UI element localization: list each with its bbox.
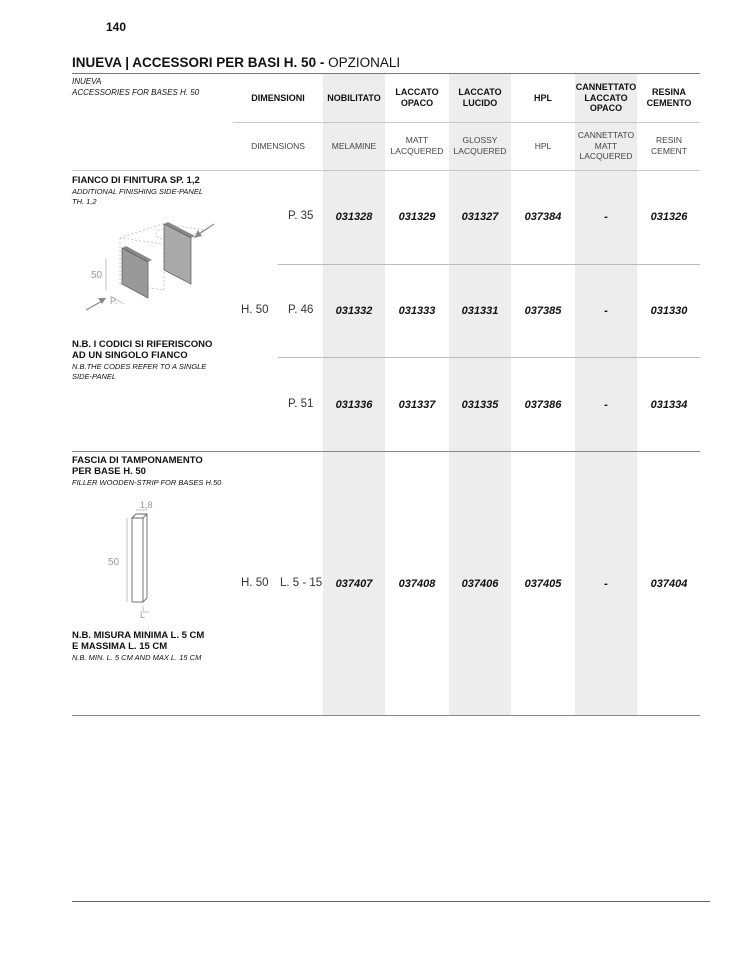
code-cell: 031327 bbox=[461, 211, 499, 223]
section1-heading: FIANCO DI FINITURA SP. 1,2 ADDITIONAL FINISHING SIDE-PANEL TH. 1,2 bbox=[72, 175, 203, 207]
code-cell: 031336 bbox=[335, 399, 373, 411]
code-cell: 037408 bbox=[398, 578, 436, 590]
rule-top bbox=[72, 73, 700, 74]
drawing-depth-label: P. bbox=[110, 296, 118, 306]
code-cell: 031331 bbox=[461, 305, 499, 317]
header-laccato-opaco: LACCATO OPACO bbox=[395, 87, 439, 108]
header-hpl: HPL bbox=[534, 92, 552, 103]
code-cell: 037404 bbox=[650, 578, 688, 590]
rule-row1 bbox=[278, 264, 700, 265]
intro-text: INUEVA ACCESSORIES FOR BASES H. 50 bbox=[72, 77, 200, 97]
section1-height: H. 50 bbox=[241, 304, 269, 316]
section2-height: H. 50 bbox=[241, 577, 269, 589]
code-cell: 031329 bbox=[398, 211, 436, 223]
header-resina: RESINA CEMENTO bbox=[646, 87, 692, 108]
subheader-matt: MATT LACQUERED bbox=[390, 135, 444, 156]
header-cannettato: CANNETTATO LACCATO OPACO bbox=[575, 81, 637, 114]
row1-depth: P. 35 bbox=[288, 210, 314, 222]
rule-table-bottom bbox=[72, 715, 700, 716]
code-cell: 031328 bbox=[335, 211, 373, 223]
code-cell: 037406 bbox=[461, 578, 499, 590]
subheader-hpl: HPL bbox=[534, 140, 552, 151]
drawing-thickness-label: 1,8 bbox=[140, 500, 153, 510]
code-cell: - bbox=[604, 305, 608, 317]
side-panel-drawing bbox=[80, 212, 230, 314]
code-cell: 031334 bbox=[650, 399, 688, 411]
section2-note: N.B. MISURA MINIMA L. 5 CM E MASSIMA L. 15 CM N.B. MIN. L. 5 CM AND MAX L. 15 CM bbox=[72, 630, 205, 662]
drawing-strip-height-label: 50 bbox=[108, 557, 120, 568]
filler-strip-drawing bbox=[100, 496, 170, 620]
code-cell: 037407 bbox=[335, 578, 373, 590]
section2-heading: FASCIA DI TAMPONAMENTO PER BASE H. 50 FILLER WOODEN-STRIP FOR BASES H.50 bbox=[72, 455, 222, 487]
subheader-dimensions: DIMENSIONS bbox=[251, 140, 305, 151]
code-cell: - bbox=[604, 399, 608, 411]
header-dimensioni: DIMENSIONI bbox=[251, 92, 305, 103]
rule-row2 bbox=[278, 357, 700, 358]
row2-depth: P. 46 bbox=[288, 304, 314, 316]
code-cell: - bbox=[604, 211, 608, 223]
row3-depth: P. 51 bbox=[288, 398, 314, 410]
page-number: 140 bbox=[106, 20, 127, 34]
page-title: INUEVA | ACCESSORI PER BASI H. 50 - OPZIONALI bbox=[72, 55, 401, 70]
code-cell: 031332 bbox=[335, 305, 373, 317]
code-cell: - bbox=[604, 578, 608, 590]
code-cell: 037384 bbox=[524, 211, 562, 223]
section2-width: L. 5 - 15 bbox=[280, 577, 323, 589]
code-cell: 031330 bbox=[650, 305, 688, 317]
rule-header-bottom bbox=[72, 170, 700, 171]
rule-section bbox=[72, 451, 700, 452]
drawing-width-label: L bbox=[140, 610, 146, 620]
code-cell: 031333 bbox=[398, 305, 436, 317]
drawing-height-label: 50 bbox=[91, 270, 103, 281]
subheader-melamine: MELAMINE bbox=[331, 140, 377, 151]
header-laccato-lucido: LACCATO LUCIDO bbox=[458, 87, 502, 108]
code-cell: 037385 bbox=[524, 305, 562, 317]
subheader-resin: RESIN CEMENT bbox=[651, 135, 687, 156]
rule-header-mid bbox=[233, 122, 700, 123]
section1-note: N.B. I CODICI SI RIFERISCONO AD UN SINGOLO FIANCO N.B.THE CODES REFER TO A SINGLE SIDE-PANEL bbox=[72, 339, 213, 381]
subheader-glossy: GLOSSY LACQUERED bbox=[453, 135, 507, 156]
header-nobilitato: NOBILITATO bbox=[327, 92, 381, 103]
code-cell: 031337 bbox=[398, 399, 436, 411]
subheader-cannettato: CANNETTATO MATT LACQUERED bbox=[577, 130, 635, 162]
code-cell: 031335 bbox=[461, 399, 499, 411]
code-cell: 031326 bbox=[650, 211, 688, 223]
rule-footer bbox=[72, 901, 710, 902]
code-cell: 037386 bbox=[524, 399, 562, 411]
code-cell: 037405 bbox=[524, 578, 562, 590]
